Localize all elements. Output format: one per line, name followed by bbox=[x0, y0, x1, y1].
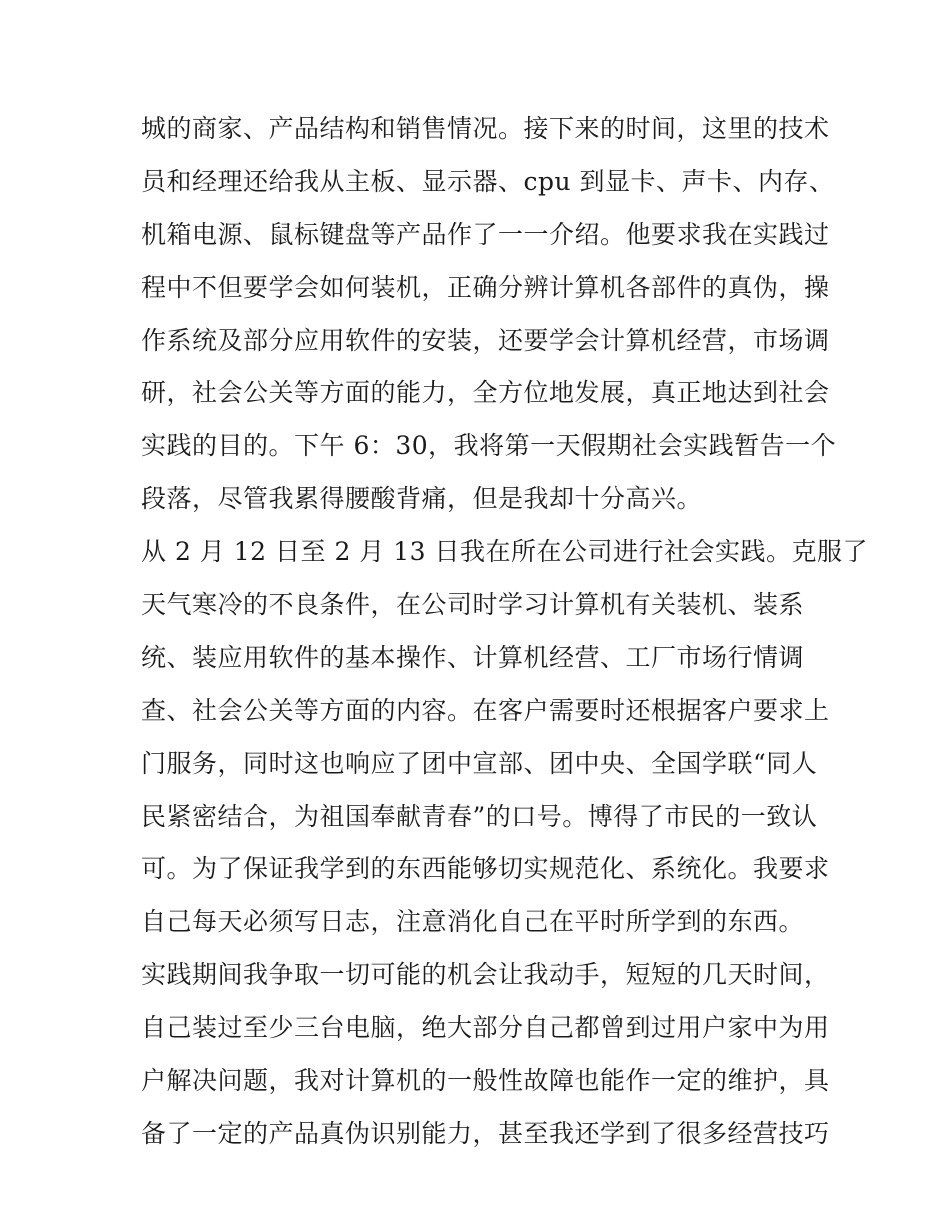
text-line-13: 门服务，同时这也响应了团中宣部、团中央、全国学联“同人 bbox=[141, 748, 818, 778]
text-line-18: 自己装过至少三台电脑，绝大部分自己都曾到过用户家中为用 bbox=[141, 1013, 830, 1043]
text-line-12: 查、社会公关等方面的内容。在客户需要时还根据客户要求上 bbox=[141, 695, 830, 725]
text-line-10: 天气寒冷的不良条件，在公司时学习计算机有关装机、装系 bbox=[141, 590, 805, 620]
text-line-6: 研，社会公关等方面的能力，全方位地发展，真正地达到社会 bbox=[141, 378, 830, 408]
text-line-15: 可。为了保证我学到的东西能够切实规范化、系统化。我要求 bbox=[141, 854, 830, 884]
text-line-14: 民紧密结合，为祖国奉献青春”的口号。博得了市民的一致认 bbox=[141, 801, 818, 831]
text-line-5: 作系统及部分应用软件的安装，还要学会计算机经营，市场调 bbox=[141, 325, 830, 355]
text-line-20: 备了一定的产品真伪识别能力，甚至我还学到了很多经营技巧 bbox=[141, 1118, 830, 1148]
text-line-17: 实践期间我争取一切可能的机会让我动手，短短的几天时间， bbox=[141, 960, 830, 990]
text-line-4: 程中不但要学会如何装机，正确分辨计算机各部件的真伪，操 bbox=[141, 272, 830, 302]
text-line-2: 员和经理还给我从主板、显示器、cpu 到显卡、声卡、内存、 bbox=[141, 166, 835, 196]
text-line-11: 统、装应用软件的基本操作、计算机经营、工厂市场行情调 bbox=[141, 642, 805, 672]
text-line-1: 城的商家、产品结构和销售情况。接下来的时间，这里的技术 bbox=[141, 114, 830, 143]
body-text bbox=[141, 103, 869, 1161]
text-line-8: 段落，尽管我累得腰酸背痛，但是我却十分高兴。 bbox=[141, 484, 703, 514]
text-line-3: 机箱电源、鼠标键盘等产品作了一一介绍。他要求我在实践过 bbox=[141, 219, 830, 249]
text-line-19: 户解决问题，我对计算机的一般性故障也能作一定的维护，具 bbox=[141, 1066, 830, 1096]
text-line-9: 从 2 月 12 日至 2 月 13 日我在所在公司进行社会实践。克服了 bbox=[141, 537, 869, 567]
text-line-7: 实践的目的。下午 6：30，我将第一天假期社会实践暂告一个 bbox=[141, 431, 837, 461]
text-line-16: 自己每天必须写日志，注意消化自己在平时所学到的东西。 bbox=[141, 907, 805, 937]
